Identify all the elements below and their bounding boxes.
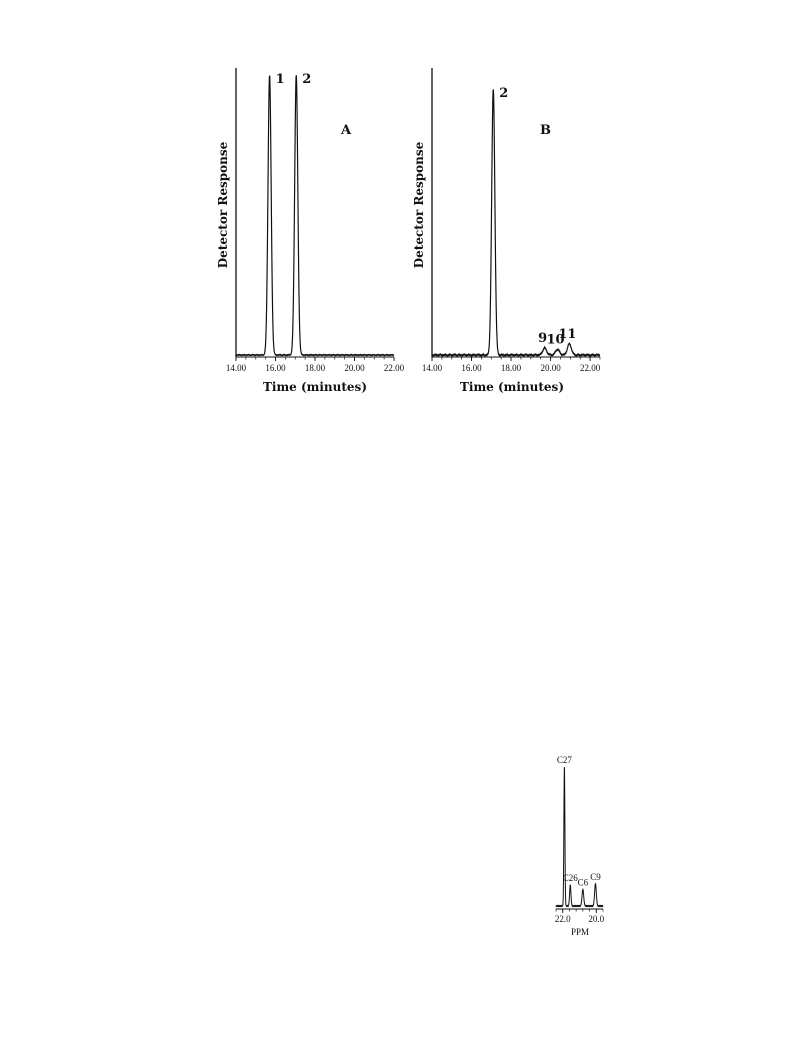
peak-label: C9 (590, 871, 601, 882)
x-axis-label: Time (minutes) (460, 380, 564, 394)
peak-label: 1 (275, 72, 285, 87)
y-axis-label: Detector Response (216, 141, 230, 269)
peak-label: C27 (556, 755, 572, 765)
panel-label: B (540, 123, 551, 138)
peak-label: 9 (538, 331, 548, 346)
chromatogram-panel-a (216, 68, 405, 394)
chromatogram-trace (236, 75, 394, 355)
x-tick-label: 16.00 (265, 363, 286, 373)
x-tick-label: 22.00 (383, 363, 405, 373)
x-axis-label: Time (minutes) (263, 380, 367, 394)
x-tick-label: 22.0 (554, 914, 571, 924)
nmr-spectrum (555, 755, 605, 937)
y-axis-label: Detector Response (412, 141, 426, 269)
x-tick-label: 18.00 (500, 363, 522, 373)
peak-label: 10 (546, 332, 565, 348)
peak-label: 2 (302, 72, 312, 87)
panel-label: A (341, 123, 352, 138)
x-axis-label: PPM (570, 927, 590, 937)
x-tick-label: 22.00 (579, 363, 601, 373)
x-tick-label: 20.00 (540, 363, 561, 373)
peak-label: C6 (577, 877, 589, 888)
x-tick-label: 20.00 (344, 363, 365, 373)
peak-label: C26 (562, 873, 578, 884)
x-tick-label: 20.0 (588, 914, 605, 924)
x-tick-label: 16.00 (461, 363, 482, 373)
x-tick-label: 18.00 (304, 363, 326, 373)
chromatogram-trace (432, 89, 600, 356)
peak-label: 2 (499, 86, 509, 101)
x-tick-label: 14.00 (421, 363, 443, 373)
chromatogram-panel-b (412, 68, 601, 394)
peak-label: 11 (558, 326, 577, 342)
x-tick-label: 14.00 (225, 363, 247, 373)
